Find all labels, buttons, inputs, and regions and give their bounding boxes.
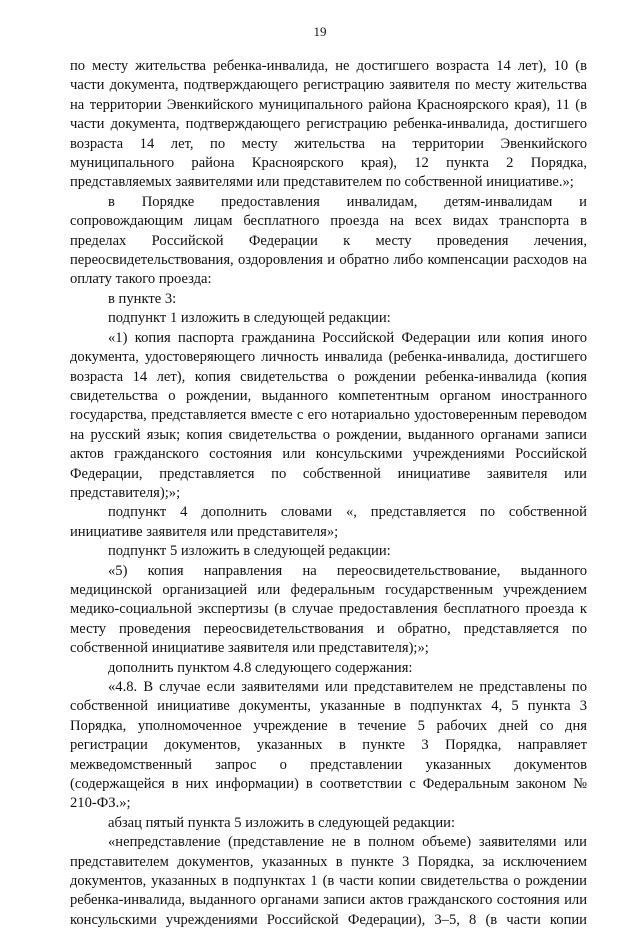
page-number: 19 [313, 24, 327, 39]
paragraph: подпункт 5 изложить в следующей редакции: [108, 543, 391, 560]
paragraph: по месту жительства ребенка-инвалида, не достигшего возраста 14 лет), 10 (в части документа, подтверждающего регистрацию заявителя по месту жительства на территории Эвенкийского муниципального района Красноярского края), 11 (в части документа, подтверждающего регистрацию ребенка-инвалида, достигшего возраста 14 лет, по месту жительства на территории Эвенкийского муниципального района Красноярского края), 12 пункта 2 Порядка, представляемых заявителями или представителем по собственной инициативе.»; [70, 58, 587, 191]
paragraph: «непредставление (представление не в полном объеме) заявителями или представителем документов, указанных в пункте 3 Порядка, за исключением документов, указанных в подпунктах 1 (в части копии свидетельства о рождении ребенка-инвалида, выданного органами записи актов гражданского состояния или консульскими учреждениями Российской Федерации), 3–5, 8 (в части копии [70, 834, 587, 928]
paragraph: «4.8. В случае если заявителями или представителем не представлены по собственной инициативе документы, указанные в подпунктах 4, 5 пункта 3 Порядка, уполномоченное учреждение в течение 5 рабочих дней со дня регистрации документов, указанных в пункте 3 Порядка, направляет межведомственный запрос о представлении указанных документов (содержащейся в них информации) в соответствии с Федеральным законом № 210-ФЗ.»; [70, 679, 587, 812]
paragraph: в пункте 3: [108, 290, 177, 307]
paragraph: в Порядке предоставления инвалидам, детям-инвалидам и сопровождающим лицам бесплатного проезда на всех видах транспорта в пределах Российской Федерации к месту проведения лечения, переосвидетельствования, оздоровления и обратно либо компенсации расходов на оплату такого проезда: [70, 193, 587, 288]
paragraph: подпункт 4 дополнить словами «, представляется по собственной инициативе заявителя или представителя»; [70, 504, 587, 540]
paragraph: «5) копия направления на переосвидетельствование, выданного медицинской организацией или федеральным государственным учреждением медико-социальной экспертизы (в случае предоставления бесплатного проезда к месту проведения переосвидетельствования и обратно, представляется по собственной инициативе заявителя или представителя);»; [70, 562, 587, 657]
document-body [70, 57, 587, 930]
paragraph: дополнить пунктом 4.8 следующего содержания: [108, 659, 413, 676]
paragraph: абзац пятый пункта 5 изложить в следующей редакции: [108, 814, 456, 831]
paragraph: «1) копия паспорта гражданина Российской Федерации или копия иного документа, удостоверяющего личность инвалида (ребенка-инвалида, достигшего возраста 14 лет), копия свидетельства о рождении ребенка-инвалида (копия свидетельства о рождении, выданного компетентным органом иностранного государства, представляется вместе с его нотариально удостоверенным переводом на русский язык; копия свидетельства о рождении, выданного органами записи актов гражданского состояния или консульскими учреждениями Российской Федерации, представляется по собственной инициативе заявителя или представителя);»; [70, 329, 587, 501]
paragraph: подпункт 1 изложить в следующей редакции: [108, 310, 391, 327]
